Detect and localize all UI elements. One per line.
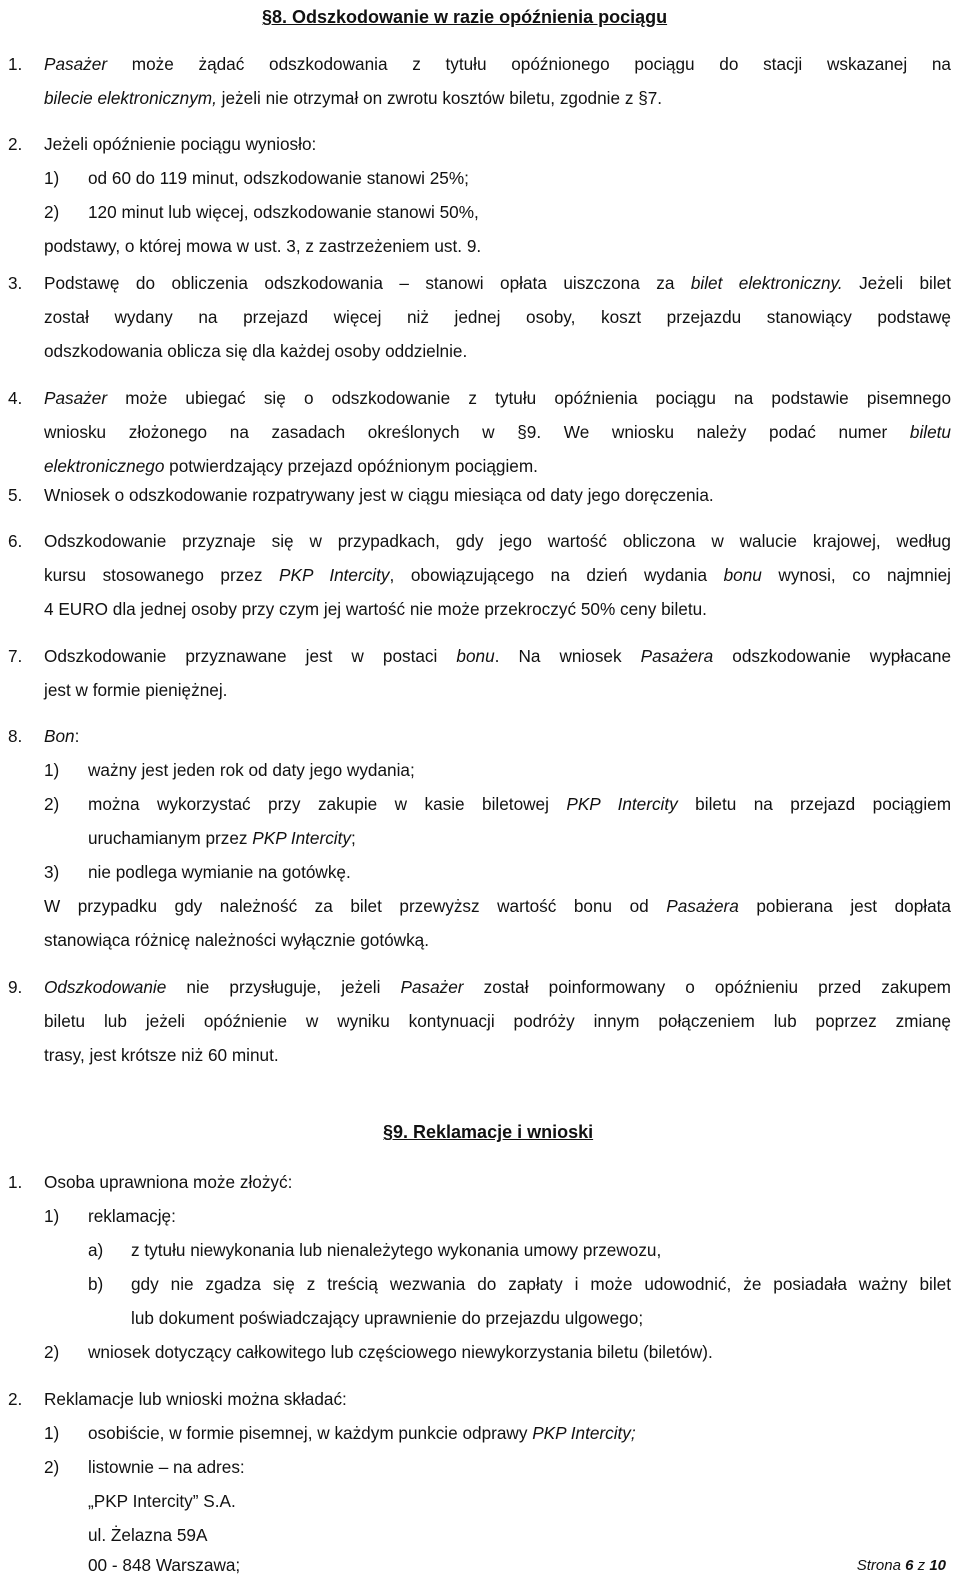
text-span: kursu stosowanego przez (44, 565, 280, 585)
paragraph-number: 3. (8, 273, 23, 293)
paragraph-line: Jeżeli opóźnienie pociągu wyniosło: (44, 134, 317, 154)
text-span: jeżeli nie otrzymał on zwrotu kosztów biletu, zgodnie z §7. (216, 88, 663, 108)
text-span: potwierdzający przejazd opóźnionym pociągiem. (164, 456, 538, 476)
text-span: Odszkodowanie przyznawane jest w postaci (44, 646, 457, 666)
text-span: został poinformowany o opóźnieniu przed zakupem (463, 977, 951, 997)
sub-item-text: z tytułu niewykonania lub nienależytego wykonania umowy przewozu, (131, 1240, 662, 1260)
text-span: biletu na przejazd pociągiem (677, 794, 952, 814)
text-span: może ubiegać się o odszkodowanie z tytułu opóźnienia pociągu na podstawie pisemnego (107, 388, 951, 408)
list-item-text (88, 821, 356, 855)
text-span: Podstawę do obliczenia odszkodowania – stanowi opłata uiszczona za (44, 273, 691, 293)
text-span: odszkodowanie wypłacane (713, 646, 952, 666)
section-heading-8: §8. Odszkodowanie w razie opóźnienia pociągu (262, 7, 668, 27)
paragraph-line: podstawy, o której mowa w ust. 3, z zastrzeżeniem ust. 9. (44, 236, 482, 256)
term-pasazer: Pasażer (44, 54, 108, 74)
paragraph-line: Wniosek o odszkodowanie rozpatrywany jest w ciągu miesiąca od daty jego doręczenia. (44, 485, 714, 505)
paragraph-line (44, 381, 951, 415)
term-bilet-elektroniczny: bilet elektroniczny. (690, 273, 843, 293)
paragraph-number: 6. (8, 531, 23, 551)
page-number (857, 1556, 946, 1576)
list-item-text: ważny jest jeden rok od daty jego wydania; (88, 760, 415, 780)
list-item-text: 120 minut lub więcej, odszkodowanie stanowi 50%, (88, 202, 479, 222)
paragraph-line (44, 266, 951, 300)
page-total: 10 (929, 1557, 946, 1574)
list-item-number: 2) (44, 1342, 60, 1362)
paragraph-number: 2. (8, 1389, 23, 1409)
page-separator: z (913, 1557, 930, 1574)
page-current: 6 (905, 1557, 914, 1574)
text-span: pobierana jest dopłata (738, 896, 951, 916)
paragraph-line (44, 719, 79, 753)
address-line: ul. Żelazna 59A (88, 1525, 208, 1545)
term-bilet-elektroniczny: bilecie elektronicznym, (44, 88, 217, 108)
text-span: , obowiązującego na dzień wydania (389, 565, 724, 585)
list-item-number: 1) (44, 1423, 60, 1443)
list-item-text: od 60 do 119 minut, odszkodowanie stanowi 25%; (88, 168, 469, 188)
paragraph-number: 7. (8, 646, 23, 666)
term-pkp-intercity: PKP Intercity (279, 565, 390, 585)
list-item-number: 2) (44, 794, 60, 814)
term-pasazer: Pasażer (44, 388, 108, 408)
term-elektronicznego: elektronicznego (44, 456, 165, 476)
paragraph-line: jest w formie pieniężnej. (44, 680, 228, 700)
section-heading-9: §9. Reklamacje i wnioski (383, 1122, 594, 1142)
list-item-number: 1) (44, 168, 60, 188)
term-pasazer: Pasażer (400, 977, 464, 997)
address-line: „PKP Intercity” S.A. (88, 1491, 236, 1511)
paragraph-number: 2. (8, 134, 23, 154)
paragraph-line: trasy, jest krótsze niż 60 minut. (44, 1045, 279, 1065)
list-item-number: 1) (44, 1206, 60, 1226)
list-item-text: listownie – na adres: (88, 1457, 245, 1477)
sub-item-letter: a) (88, 1240, 104, 1260)
term-biletu: biletu (909, 422, 951, 442)
list-item-text: reklamację: (88, 1206, 176, 1226)
paragraph-line: Osoba uprawniona może złożyć: (44, 1172, 293, 1192)
term-bonu: bonu (723, 565, 762, 585)
text-span: osobiście, w formie pisemnej, w każdym punkcie odprawy (88, 1423, 533, 1443)
list-item-number: 2) (44, 1457, 60, 1477)
paragraph-number: 5. (8, 485, 23, 505)
sub-item-text: gdy nie zgadza się z treścią wezwania do zapłaty i może udowodnić, że posiadała ważny bilet (131, 1274, 951, 1294)
paragraph-line (44, 639, 951, 673)
text-span: wynosi, co najmniej (761, 565, 951, 585)
term-pasazera: Pasażera (666, 896, 739, 916)
paragraph-line (44, 415, 951, 449)
text-span: Jeżeli bilet (842, 273, 951, 293)
text-span: : (74, 726, 80, 746)
paragraph-number: 1. (8, 54, 23, 74)
text-span: . Na wniosek (494, 646, 641, 666)
term-odszkodowanie: Odszkodowanie (44, 977, 167, 997)
text-span: nie przysługuje, jeżeli (166, 977, 401, 997)
list-item-text: nie podlega wymianie na gotówkę. (88, 862, 351, 882)
term-pkp-intercity: PKP Intercity (252, 828, 351, 848)
list-item-text (88, 1416, 636, 1450)
paragraph-line: biletu lub jeżeli opóźnienie w wyniku kontynuacji podróży innym połączeniem lub poprzez zmianę (44, 1011, 951, 1031)
paragraph-number: 8. (8, 726, 23, 746)
paragraph-line: Odszkodowanie przyznaje się w przypadkach, gdy jego wartość obliczona w walucie krajowej, według (44, 531, 951, 551)
sub-item-letter: b) (88, 1274, 104, 1294)
paragraph-line: stanowiąca różnicę należności wyłącznie gotówką. (44, 930, 430, 950)
term-bonu: bonu (456, 646, 495, 666)
list-item-text (88, 787, 951, 821)
list-item-number: 2) (44, 202, 60, 222)
term-bon: Bon (44, 726, 75, 746)
text-span: może żądać odszkodowania z tytułu opóźnionego pociągu do stacji wskazanej na (107, 54, 951, 74)
list-item-number: 1) (44, 760, 60, 780)
paragraph-line (44, 889, 951, 923)
text-span: W przypadku gdy należność za bilet przewyższ wartość bonu od (44, 896, 667, 916)
term-pasazera: Pasażera (640, 646, 714, 666)
list-item-number: 3) (44, 862, 60, 882)
text-span: można wykorzystać przy zakupie w kasie biletowej (88, 794, 567, 814)
paragraph-number: 1. (8, 1172, 23, 1192)
text-span: uruchamianym przez (88, 828, 253, 848)
paragraph-line (44, 47, 951, 81)
sub-item-text: lub dokument poświadczający uprawnienie do przejazdu ulgowego; (131, 1308, 644, 1328)
paragraph-line (44, 81, 662, 115)
term-pkp-intercity: PKP Intercity; (532, 1423, 636, 1443)
paragraph-line: odszkodowania oblicza się dla każdej osoby oddzielnie. (44, 341, 468, 361)
page-label: Strona (856, 1557, 906, 1574)
paragraph-number: 9. (8, 977, 23, 997)
list-item-text: wniosek dotyczący całkowitego lub częściowego niewykorzystania biletu (biletów). (88, 1342, 713, 1362)
paragraph-number: 4. (8, 388, 23, 408)
paragraph-line: Reklamacje lub wnioski można składać: (44, 1389, 347, 1409)
address-line: 00 - 848 Warszawa; (88, 1555, 241, 1575)
paragraph-line: 4 EURO dla jednej osoby przy czym jej wartość nie może przekroczyć 50% ceny biletu. (44, 599, 707, 619)
term-pkp-intercity: PKP Intercity (566, 794, 678, 814)
paragraph-line (44, 558, 951, 592)
paragraph-line: został wydany na przejazd więcej niż jednej osoby, koszt przejazdu stanowiący podstawę (44, 307, 951, 327)
text-span: ; (351, 828, 356, 848)
paragraph-line (44, 970, 951, 1004)
text-span: wniosku złożonego na zasadach określonych w §9. We wniosku należy podać numer (44, 422, 910, 442)
